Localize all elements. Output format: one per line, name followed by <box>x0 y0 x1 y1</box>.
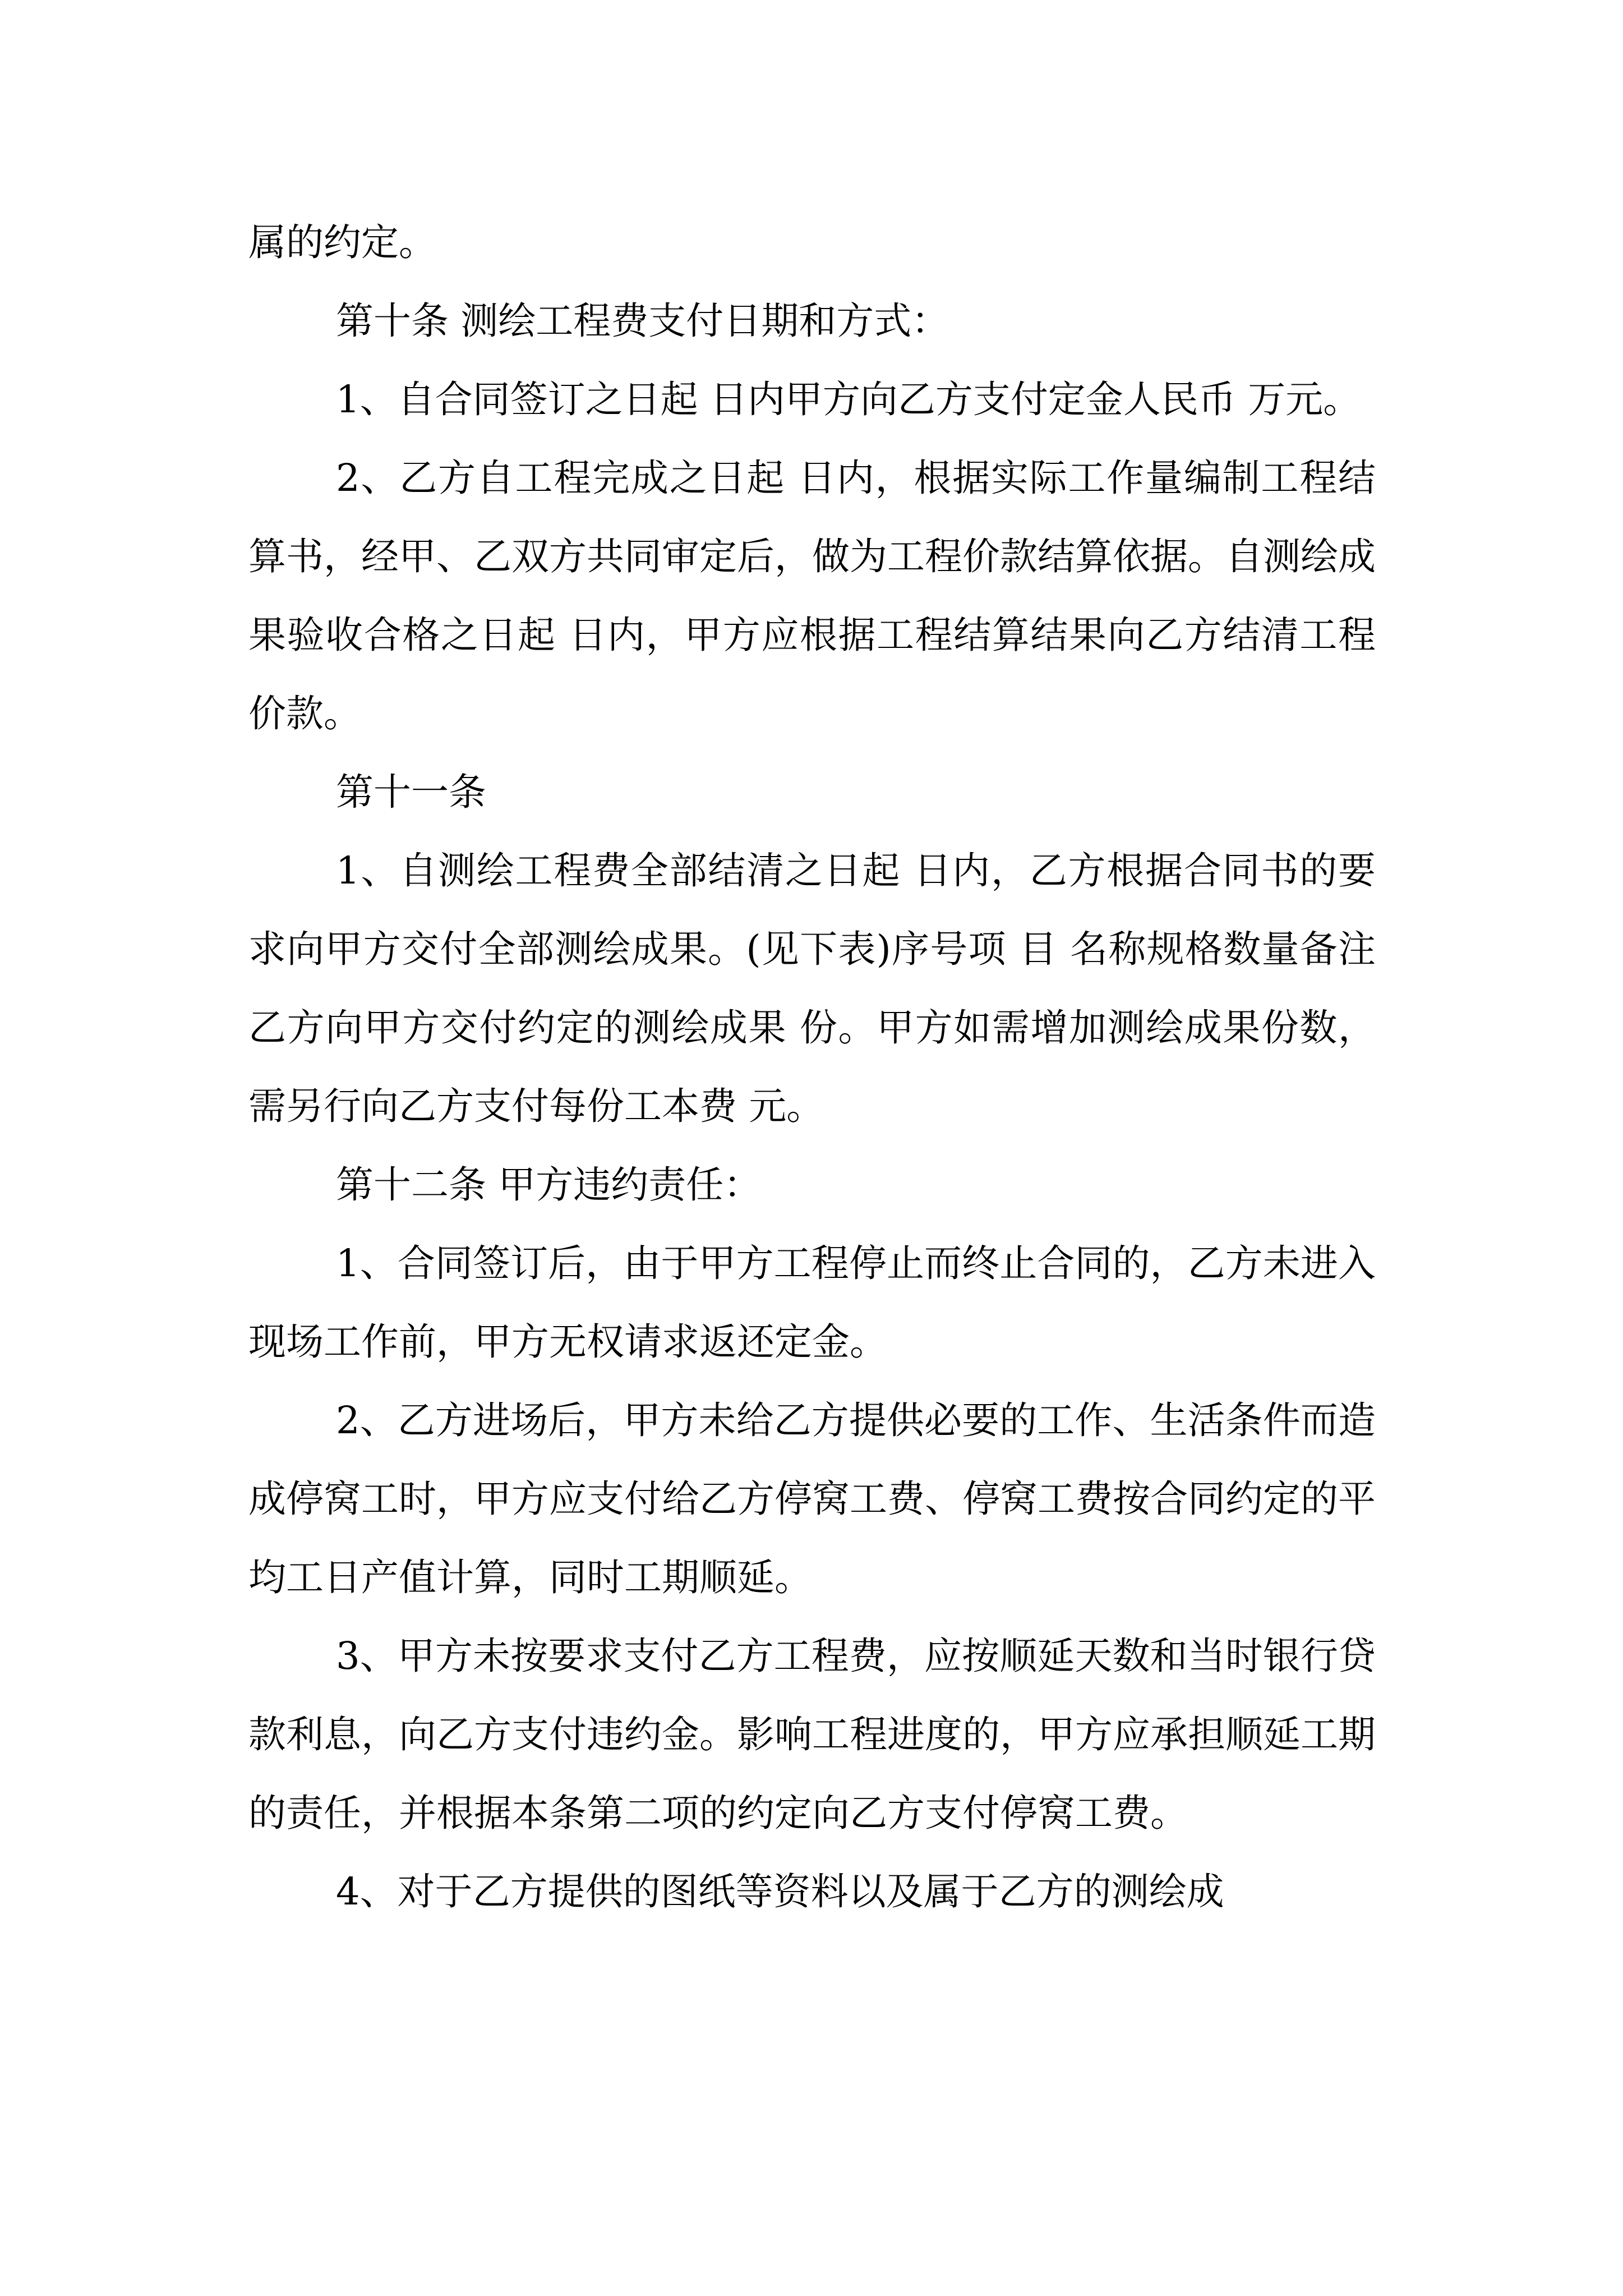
document-body <box>248 203 1376 1931</box>
article-10-item-1: 1、自合同签订之日起 日内甲方向乙方支付定金人民币 万元。 <box>336 378 1361 421</box>
paragraph-continuation: 属的约定。 <box>248 220 436 264</box>
article-10-item-2: 2、乙方自工程完成之日起 日内，根据实际工作量编制工程结算书，经甲、乙双方共同审定后，做为工程价款结算依据。自测绘成果验收合格之日起 日内，甲方应根据工程结算结果向乙方结清工程价款。 <box>248 456 1376 735</box>
article-12-item-4: 4、对于乙方提供的图纸等资料以及属于乙方的测绘成 <box>336 1870 1224 1913</box>
article-12-item-2: 2、乙方进场后，甲方未给乙方提供必要的工作、生活条件而造成停窝工时，甲方应支付给乙方停窝工费、停窝工费按合同约定的平均工日产值计算，同时工期顺延。 <box>248 1398 1376 1599</box>
article-12-item-3: 3、甲方未按要求支付乙方工程费，应按顺延天数和当时银行贷款利息，向乙方支付违约金。影响工程进度的，甲方应承担顺延工期的责任，并根据本条第二项的约定向乙方支付停窝工费。 <box>248 1634 1376 1835</box>
article-11-heading: 第十一条 <box>336 770 486 814</box>
article-10-heading: 第十条 测绘工程费支付日期和方式： <box>336 299 949 343</box>
article-12-item-1: 1、合同签订后，由于甲方工程停止而终止合同的，乙方未进入现场工作前，甲方无权请求返还定金。 <box>248 1241 1376 1364</box>
article-11-item-1: 1、自测绘工程费全部结清之日起 日内，乙方根据合同书的要求向甲方交付全部测绘成果。(见下表)序号项 目 名称规格数量备注乙方向甲方交付约定的测绘成果 份。甲方如需增加测绘成果份数，需另行向乙方支付每份工本费 元。 <box>248 849 1376 1128</box>
article-12-heading: 第十二条 甲方违约责任： <box>336 1163 762 1207</box>
